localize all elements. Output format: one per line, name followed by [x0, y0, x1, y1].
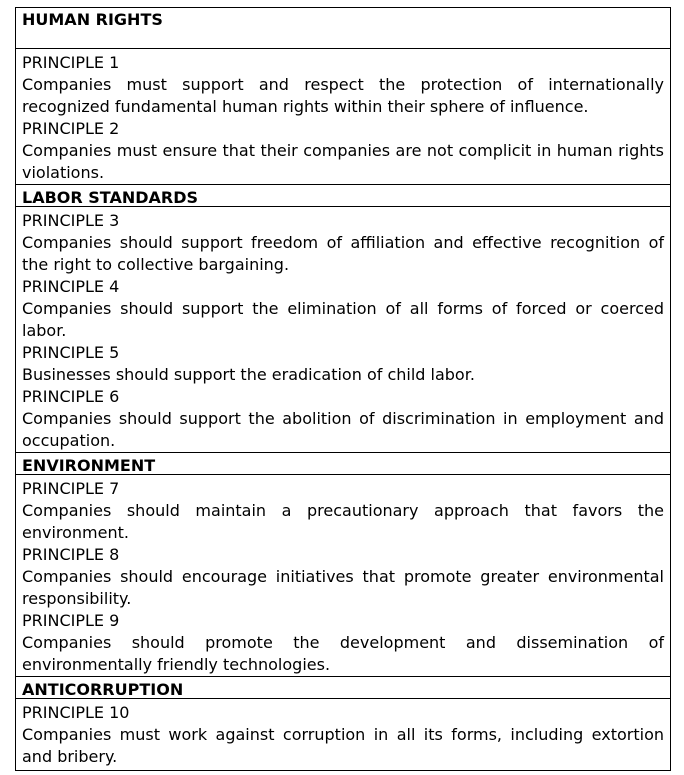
principle-text: Businesses should support the eradication of child labor. — [22, 365, 475, 384]
principle-label: PRINCIPLE 1 — [22, 53, 120, 72]
principle-label: PRINCIPLE 9 — [22, 611, 120, 630]
section-body-environment — [16, 475, 670, 677]
principle-label: PRINCIPLE 4 — [22, 277, 120, 296]
principles-table — [15, 7, 671, 771]
section-body-anticorruption — [16, 699, 670, 770]
section-body-human-rights — [16, 49, 670, 185]
principle-text: Companies should support freedom of affiliation and effective recognition of the right to collective bargaining. — [22, 233, 664, 274]
principle-text: Companies must support and respect the protection of internationally recognized fundamental human rights within their sphere of influence. — [22, 75, 664, 116]
principle-label: PRINCIPLE 6 — [22, 387, 120, 406]
principle-label: PRINCIPLE 8 — [22, 545, 120, 564]
principle-text: Companies should encourage initiatives that promote greater environmental responsibility. — [22, 567, 664, 608]
principle-text: Companies must ensure that their companies are not complicit in human rights violations. — [22, 141, 664, 182]
principle-label: PRINCIPLE 3 — [22, 211, 120, 230]
principle-text: Companies should promote the development and dissemination of environmentally friendly technologies. — [22, 633, 664, 674]
principle-text: Companies should support the elimination of all forms of forced or coerced labor. — [22, 299, 664, 340]
section-header-human-rights: HUMAN RIGHTS — [16, 8, 670, 49]
section-header-labor-standards: LABOR STANDARDS — [16, 185, 670, 207]
principle-label: PRINCIPLE 10 — [22, 703, 130, 722]
principle-label: PRINCIPLE 5 — [22, 343, 120, 362]
principle-text: Companies should support the abolition of discrimination in employment and occupation. — [22, 409, 664, 450]
principle-text: Companies must work against corruption in all its forms, including extortion and bribery. — [22, 725, 664, 766]
principle-label: PRINCIPLE 2 — [22, 119, 120, 138]
section-header-environment: ENVIRONMENT — [16, 453, 670, 475]
section-body-labor-standards — [16, 207, 670, 453]
principle-text: Companies should maintain a precautionary approach that favors the environment. — [22, 501, 664, 542]
section-header-anticorruption: ANTICORRUPTION — [16, 677, 670, 699]
principle-label: PRINCIPLE 7 — [22, 479, 120, 498]
